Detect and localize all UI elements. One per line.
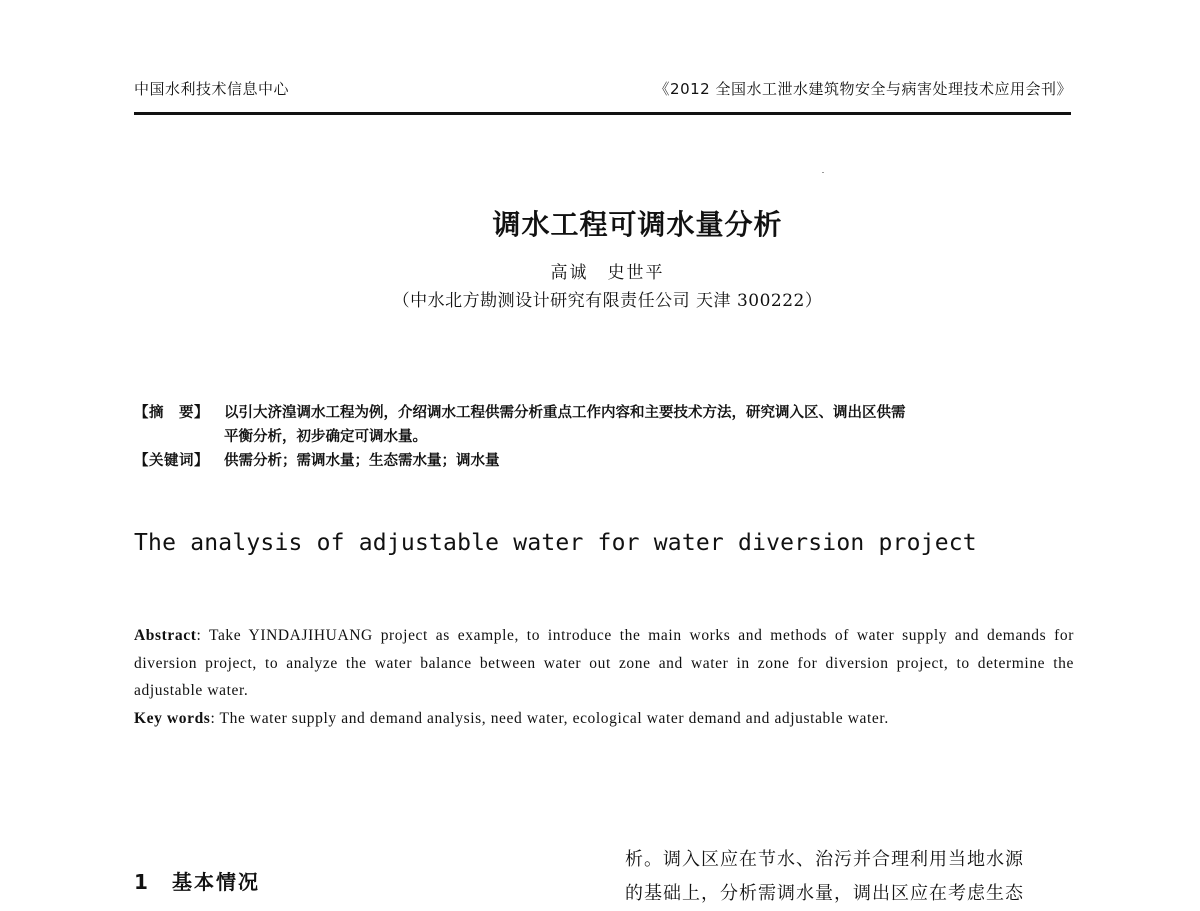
paper-title: 调水工程可调水量分析: [492, 208, 783, 241]
keywords-en-text: : The water supply and demand analysis, need water, ecological water demand and adjustable water.: [210, 710, 889, 727]
keywords-en-label: Key words: [134, 710, 211, 727]
keywords-en: [134, 705, 1074, 733]
section-heading-1: [134, 866, 260, 895]
section-number: 1: [134, 870, 150, 894]
paper-title-en: The analysis of adjustable water for water diversion project: [134, 530, 977, 556]
abstract-en-text: : Take YINDAJIHUANG project as example, to introduce the main works and methods of water supply and demands for diversion project, to analyze the water balance between water out zone and water in zone for diversion project, to determine the adjustable water.: [134, 627, 1074, 699]
abstract-en-label: Abstract: [134, 627, 197, 644]
journal-header-left: 中国水利技术信息中心: [134, 80, 290, 98]
paper-affiliation: （中水北方勘测设计研究有限责任公司 天津 300222）: [392, 291, 823, 311]
keywords-zh-text: 供需分析；需调水量；生态需水量；调水量: [224, 453, 500, 469]
abstract-zh-line1: [134, 401, 1074, 425]
keywords-zh-label: 【关键词】: [134, 453, 209, 469]
abstract-en: [134, 622, 1074, 705]
section-title: 基本情况: [172, 870, 260, 894]
body-text-right-column: [625, 843, 1075, 911]
header-divider: [134, 112, 1071, 115]
body-line-1: 析。调入区应在节水、治污并合理利用当地水源: [625, 849, 1024, 870]
abstract-zh: [134, 401, 1074, 449]
abstract-zh-label: 【摘 要】: [134, 405, 209, 421]
keywords-zh: [134, 449, 1074, 473]
body-line-2: 的基础上，分析需调水量，调出区应在考虑生态: [625, 883, 1024, 904]
paper-authors: 高诚 史世平: [550, 263, 665, 283]
abstract-zh-text-line2: 平衡分析，初步确定可调水量。: [224, 429, 427, 445]
abstract-zh-text-line1: 以引大济湟调水工程为例，介绍调水工程供需分析重点工作内容和主要技术方法，研究调入区、调出区供需: [224, 405, 906, 421]
journal-header-right: 《2012 全国水工泄水建筑物安全与病害处理技术应用会刊》: [654, 80, 1072, 98]
scan-speck: [822, 172, 824, 173]
